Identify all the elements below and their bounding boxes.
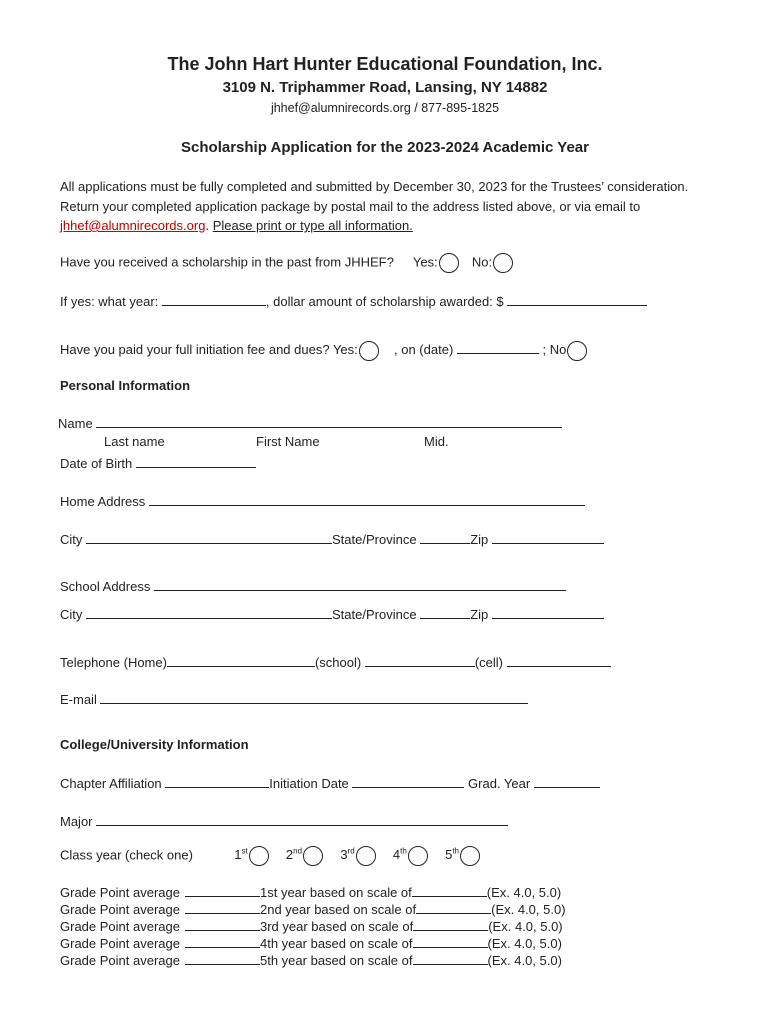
gpa-row-5: Grade Point average 5th year based on scale of (Ex. 4.0, 5.0): [60, 953, 562, 968]
city-label: City: [60, 607, 83, 622]
fee-date-field[interactable]: [457, 340, 539, 354]
initiation-date-label: Initiation Date: [269, 776, 349, 791]
chapter-field[interactable]: [165, 774, 269, 788]
no-label: No:: [471, 254, 493, 270]
home-city-field[interactable]: [86, 530, 332, 544]
gpa-3-scale-field[interactable]: [413, 918, 488, 931]
class-year-2: 2nd: [286, 847, 323, 862]
name-field[interactable]: [96, 414, 562, 428]
org-name: The John Hart Hunter Educational Foundation, Inc.: [167, 54, 603, 74]
school-city-row: [60, 605, 604, 622]
home-address-label: Home Address: [60, 494, 146, 509]
telephone-school-label: (school): [314, 655, 362, 670]
grad-year-field[interactable]: [534, 774, 600, 788]
org-contact: jhhef@alumnirecords.org / 877-895-1825: [270, 101, 500, 115]
no-semi-label: ; No: [542, 342, 567, 357]
major-field[interactable]: [96, 812, 508, 826]
paid-fee-no-radio[interactable]: [567, 341, 587, 361]
email-link[interactable]: jhhef@alumnirecords.org: [60, 218, 206, 233]
gpa-1-scale-field[interactable]: [412, 884, 487, 897]
gpa-5-field[interactable]: [185, 952, 260, 965]
gpa-row-3: Grade Point average 3rd year based on scale of (Ex. 4.0, 5.0): [60, 919, 563, 934]
dob-label: Date of Birth: [60, 456, 133, 471]
personal-info-heading: Personal Information: [60, 378, 191, 393]
past-scholarship-yes-radio[interactable]: [439, 253, 459, 273]
dob-field[interactable]: [136, 454, 256, 468]
last-name-caption: Last name: [104, 434, 165, 449]
major-row: [60, 812, 508, 829]
on-date-label: , on (date): [394, 342, 454, 357]
dob-row: [60, 454, 256, 471]
gpa-3-field[interactable]: [185, 918, 260, 931]
class-year-1-radio[interactable]: [249, 846, 269, 866]
chapter-row: [60, 774, 600, 791]
telephone-row: [60, 653, 611, 670]
class-year-row: [60, 846, 480, 866]
what-year-label: If yes: what year:: [60, 294, 159, 309]
telephone-cell-label: (cell): [474, 655, 503, 670]
print-note: Please print or type all information.: [212, 218, 413, 233]
city-label: City: [60, 532, 83, 547]
telephone-home-label: Telephone (Home): [60, 655, 167, 670]
email-field[interactable]: [100, 690, 528, 704]
college-info-heading: College/University Information: [60, 737, 249, 752]
chapter-label: Chapter Affiliation: [60, 776, 162, 791]
past-scholarship-no-radio[interactable]: [493, 253, 513, 273]
gpa-2-field[interactable]: [185, 901, 260, 914]
grad-year-label: Grad. Year: [468, 776, 531, 791]
paid-fee-question: Have you paid your full initiation fee and dues? Yes:: [60, 342, 358, 357]
home-city-row: [60, 530, 604, 547]
gpa-row-4: Grade Point average 4th year based on scale of (Ex. 4.0, 5.0): [60, 936, 562, 951]
home-address-row: [60, 492, 585, 509]
email-row: [60, 690, 528, 707]
telephone-cell-field[interactable]: [507, 653, 611, 667]
zip-label: Zip: [470, 532, 489, 547]
school-state-field[interactable]: [420, 605, 470, 619]
home-zip-field[interactable]: [492, 530, 604, 544]
gpa-2-scale-field[interactable]: [416, 901, 491, 914]
mid-caption: Mid.: [424, 434, 449, 449]
paid-fee-yes-radio[interactable]: [359, 341, 379, 361]
dollar-amount-field[interactable]: [507, 292, 647, 306]
gpa-row-1: Grade Point average 1st year based on scale of (Ex. 4.0, 5.0): [60, 885, 562, 900]
school-address-row: [60, 577, 566, 594]
what-year-field[interactable]: [162, 292, 266, 306]
major-label: Major: [60, 814, 93, 829]
name-row: [58, 414, 562, 431]
school-address-label: School Address: [60, 579, 151, 594]
gpa-4-scale-field[interactable]: [413, 935, 488, 948]
class-year-2-radio[interactable]: [303, 846, 323, 866]
intro-text: All applications must be fully completed and submitted by December 30, 2023 for the Trustees’ consideration. Return your completed application package by postal mail to the address listed above, or via email to: [60, 179, 689, 214]
school-zip-field[interactable]: [492, 605, 604, 619]
class-year-4-radio[interactable]: [408, 846, 428, 866]
name-label: Name: [58, 416, 93, 431]
telephone-school-field[interactable]: [365, 653, 475, 667]
gpa-5-scale-field[interactable]: [413, 952, 488, 965]
gpa-row-2: Grade Point average 2nd year based on scale of (Ex. 4.0, 5.0): [60, 902, 566, 917]
form-title: Scholarship Application for the 2023-2024 Academic Year: [181, 139, 589, 156]
intro-text-2: .: [205, 218, 210, 233]
intro-paragraph: [60, 177, 700, 236]
telephone-home-field[interactable]: [167, 653, 315, 667]
org-address: 3109 N. Triphammer Road, Lansing, NY 14882: [222, 79, 548, 96]
initiation-fee-row: [60, 340, 587, 361]
state-label: State/Province: [332, 607, 417, 622]
class-year-4: 4th: [393, 847, 428, 862]
gpa-1-field[interactable]: [185, 884, 260, 897]
class-year-label: Class year (check one): [60, 847, 193, 863]
class-year-3: 3rd: [340, 847, 375, 862]
state-label: State/Province: [332, 532, 417, 547]
home-address-field[interactable]: [149, 492, 585, 506]
past-scholarship-row: [60, 253, 513, 273]
first-name-caption: First Name: [256, 434, 320, 449]
yes-label: Yes:: [412, 254, 438, 270]
initiation-date-field[interactable]: [352, 774, 464, 788]
zip-label: Zip: [470, 607, 489, 622]
home-state-field[interactable]: [420, 530, 470, 544]
class-year-1: 1st: [234, 847, 268, 862]
class-year-5: 5th: [445, 847, 480, 862]
class-year-5-radio[interactable]: [460, 846, 480, 866]
past-scholarship-question: Have you received a scholarship in the past from JHHEF?: [60, 254, 394, 270]
dollar-amount-label: , dollar amount of scholarship awarded: $: [265, 294, 504, 309]
year-amount-row: [60, 292, 647, 309]
email-label: E-mail: [60, 692, 97, 707]
gpa-4-field[interactable]: [185, 935, 260, 948]
school-address-field[interactable]: [154, 577, 566, 591]
class-year-3-radio[interactable]: [356, 846, 376, 866]
school-city-field[interactable]: [86, 605, 332, 619]
